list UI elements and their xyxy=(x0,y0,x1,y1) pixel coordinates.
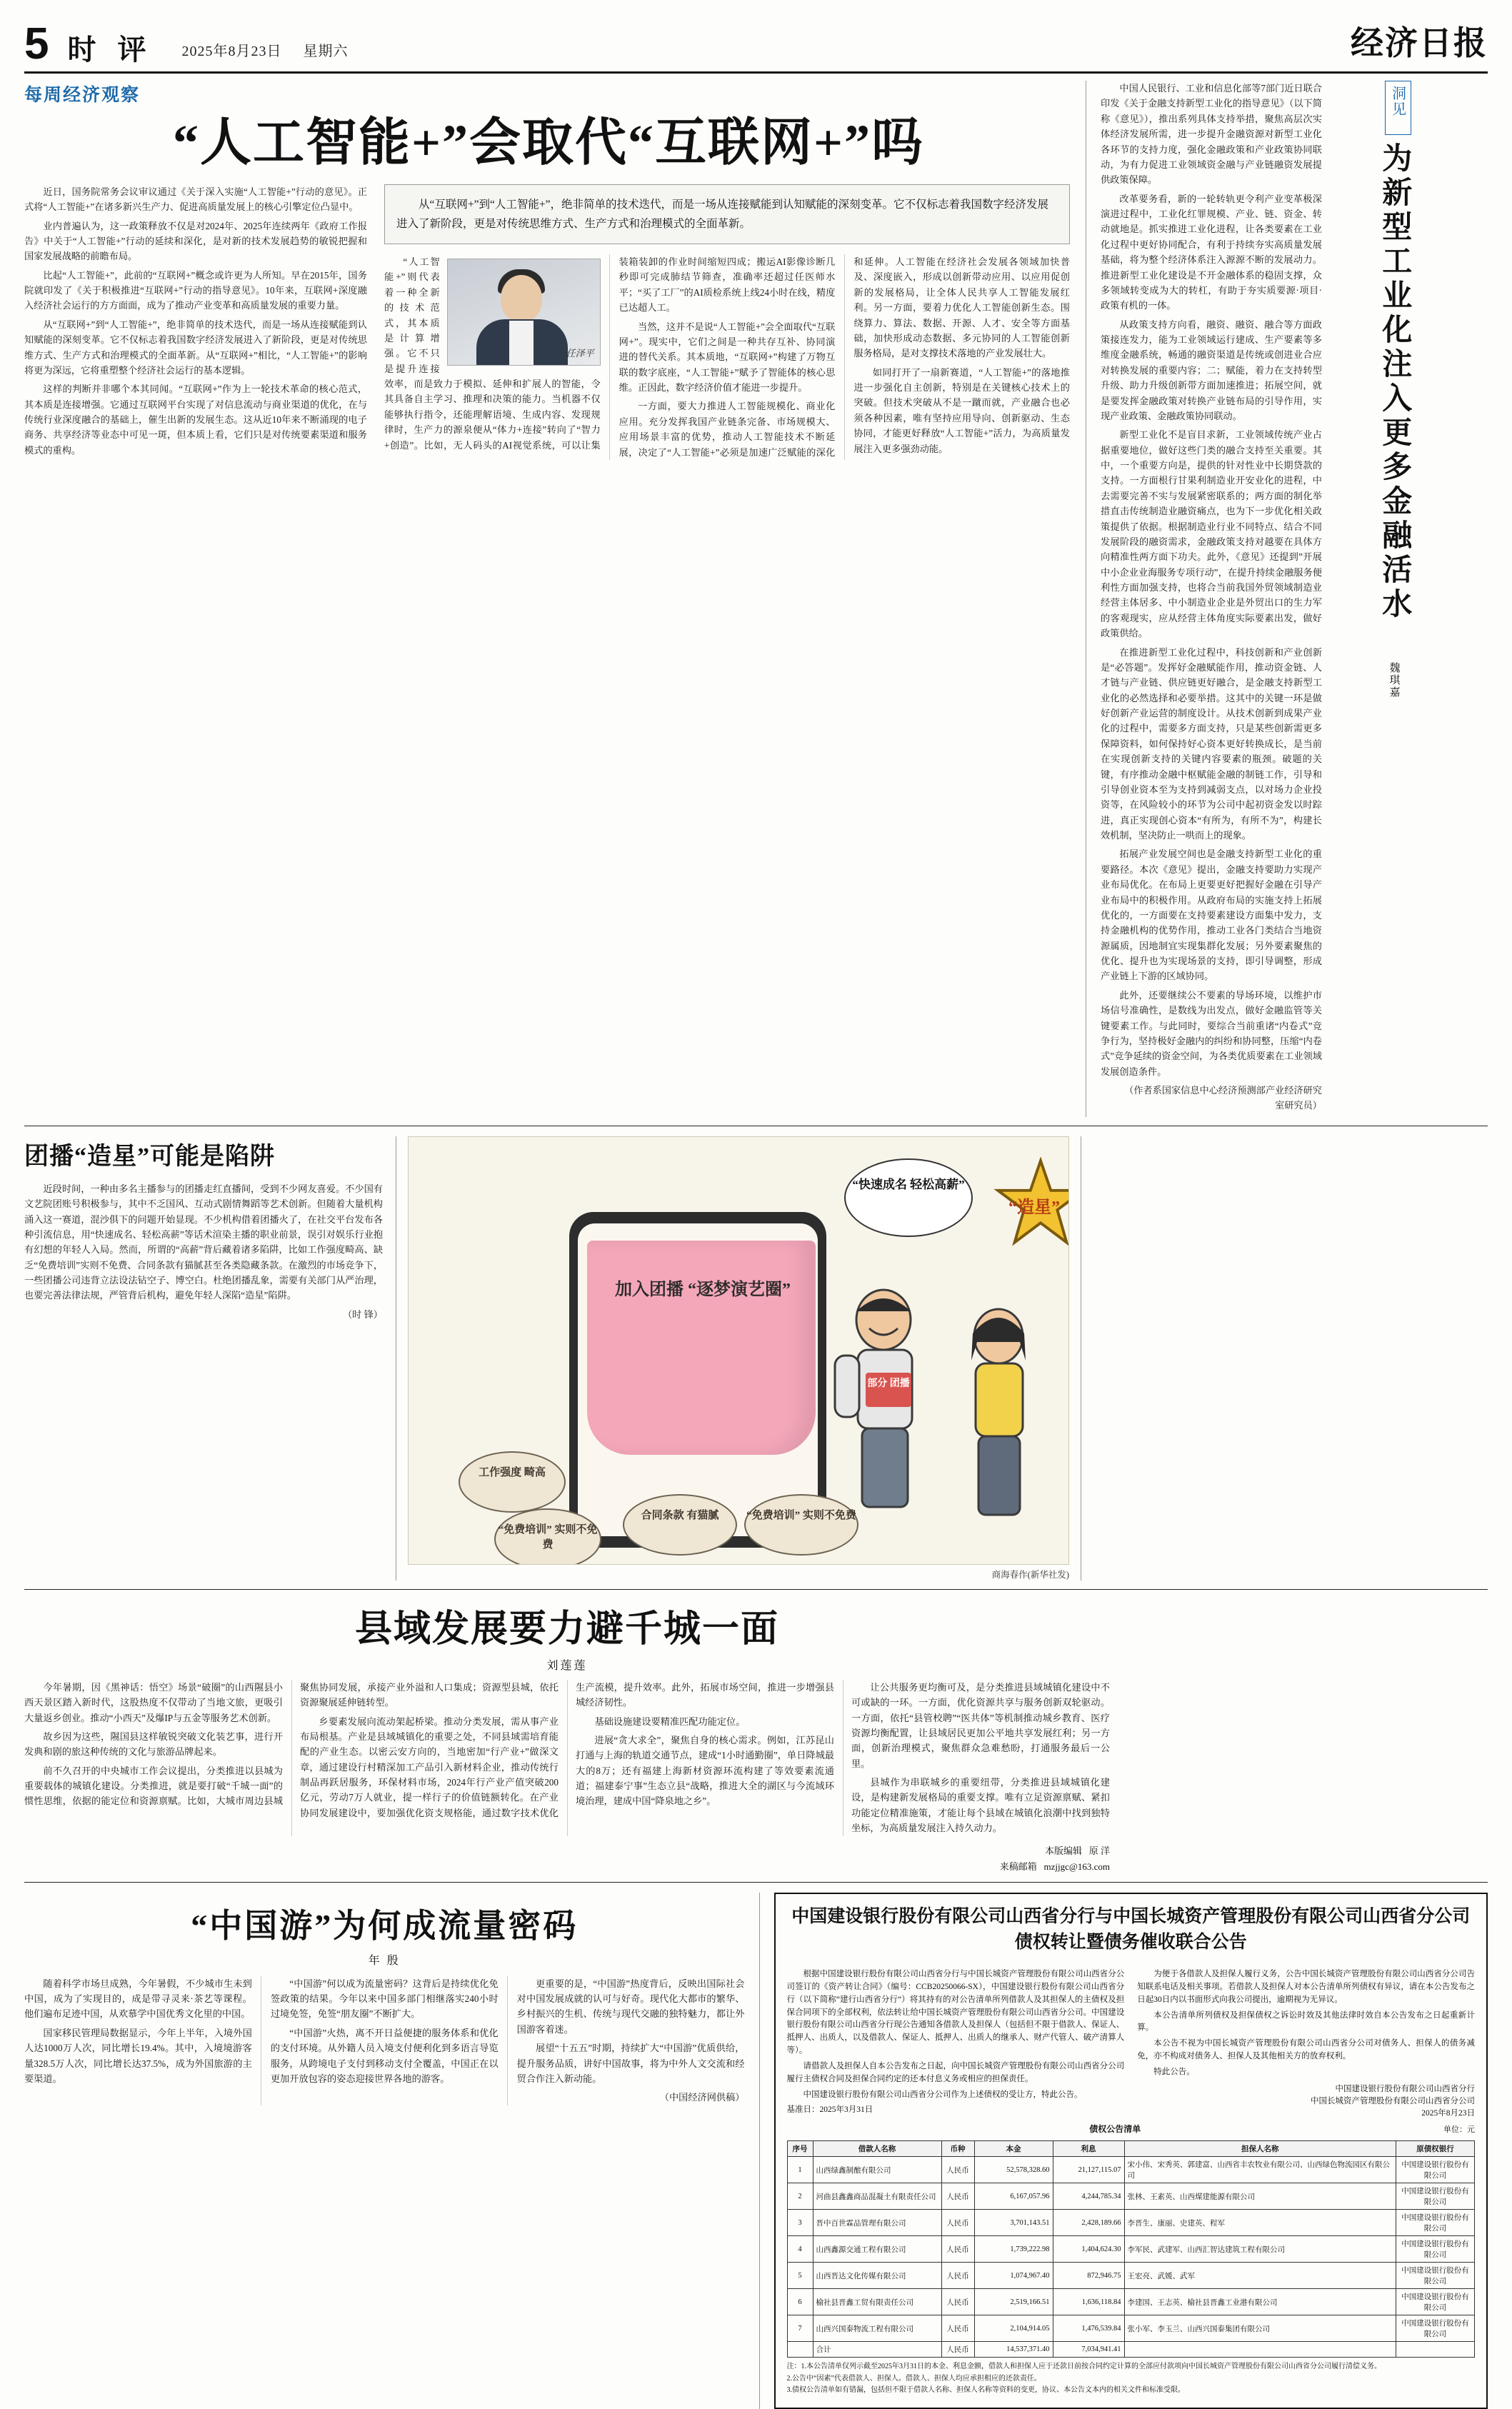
th-principal: 本金 xyxy=(974,2141,1053,2157)
th-currency: 币种 xyxy=(941,2141,974,2157)
cell-borrower: 山西绿鑫制酿有限公司 xyxy=(813,2157,941,2183)
opinion-seal-badge: 洞见 xyxy=(1385,81,1411,135)
cell-index: 1 xyxy=(787,2157,813,2183)
cell-borrower: 晋中百世霖品管理有限公司 xyxy=(813,2210,941,2236)
cell-principal: 1,074,967.40 xyxy=(974,2263,1053,2289)
cell-currency: 人民币 xyxy=(941,2263,974,2289)
paragraph: 县城作为串联城乡的重要纽带，分类推进县域城镇化建设，是构建新发展格局的重要支撑。唯有立足资源禀赋、紧扣功能定位精准施策，才能让每个县域在城镇化浪潮中找到独特坐标，为高质量发展注入持久动力。 xyxy=(851,1777,1110,1834)
debt-list-title: 债权公告清单 xyxy=(1089,2124,1141,2135)
trap-label-2 xyxy=(494,1508,601,1565)
cell-principal: 3,701,143.51 xyxy=(974,2210,1053,2236)
mail-label: 来稿邮箱 xyxy=(999,1860,1037,1872)
cell-guarantor: 张小军、李玉兰、山西兴国泰集团有限公司 xyxy=(1124,2315,1396,2342)
china-travel-body xyxy=(24,1976,744,2105)
opinion-body xyxy=(1101,81,1322,1117)
notice-signature xyxy=(1137,2083,1475,2120)
cell-index: 2 xyxy=(787,2183,813,2210)
cell-index: 3 xyxy=(787,2210,813,2236)
cell-principal: 1,739,222.98 xyxy=(974,2236,1053,2263)
portrait-head xyxy=(501,275,542,322)
issue-date xyxy=(181,39,348,60)
paragraph: 此外，还要继续公不要素的导场环境，以维护市场信号准确性，是数线为出发点，做好金融监管等关键要素工作。与此同时，要综合当前重诸“内卷式”竞争行为，坚持极好金融内的纠纷和协同整，压缩“内卷式”竞争延续的资金空间，为各类优质要素在工业领域发展创造条件。 xyxy=(1101,989,1322,1077)
top-band xyxy=(24,81,1488,1117)
table-row xyxy=(787,2263,1475,2289)
cell-currency: 人民币 xyxy=(941,2315,974,2342)
notice-right-note xyxy=(1137,1968,1475,2120)
cell-borrower: 山西兴国泰物流工程有限公司 xyxy=(813,2315,941,2342)
paragraph: 根据中国建设银行股份有限公司山西省分行与中国长城资产管理股份有限公司山西省分公司签订的《资产转让合同》（编号：CCB20250066-SX），中国建设银行股份有限公司山西省分行（以下简称“建行山西省分行”）将其持有的对公告清单所列借款人及其担保人的主债权及担保合同项下的全部权利，依法转让给中国长城资产管理股份有限公司山西省分公司。中国建设银行股份有限公司山西省分行现公告通知各借款人及担保人（包括但不限于借款人、保证人、抵押人、出质人，以及借款人、保证人、抵押人、出质人的继承人、财产代管人、破产清算人等）。 xyxy=(786,1970,1125,2055)
lead-callout: 从“互联网+”到“人工智能+”，绝非简单的技术迭代，而是一场从连接赋能到认知赋能的深刻变革。它不仅标志着我国数字经济发展进入了新阶段，更是对传统思维方式、生产方式和治理模式的全面革新。 xyxy=(384,184,1070,244)
cartoon-illustration xyxy=(408,1136,1069,1565)
county-article-body xyxy=(24,1680,1110,1836)
cell-currency: 人民币 xyxy=(941,2342,974,2358)
middle-right-spacer xyxy=(1081,1136,1460,1581)
signer-date: 2025年8月23日 xyxy=(1421,2109,1475,2118)
main-article-flow xyxy=(384,254,1070,460)
paragraph: 展望“十五五”时期，持续扩大“中国游”优质供给，提升服务品质，讲好中国故事，将为中外人文交流和经贸合作注入新动能。 xyxy=(516,2043,745,2084)
paragraph: 请借款人及担保人自本公告发布之日起，向中国长城资产管理股份有限公司山西省分公司履行主债权合同及担保合同约定的还本付息义务或相应的担保责任。 xyxy=(786,2061,1125,2083)
badge-group-text: 部分 团播 xyxy=(867,1378,910,1389)
cell-index: 7 xyxy=(787,2315,813,2342)
paragraph: 中国人民银行、工业和信息化部等7部门近日联合印发《关于金融支持新型工业化的指导意见》（以下简称《意见》），推出系列具体支持举措，聚焦高层次实体经济发展所需，进一步提升金融资源对新型工业化各环节的支持力度，强化金融政策和产业政策协同联动，为有力促进工业领域资金融与产业链融资发展提供政策保障。 xyxy=(1101,83,1322,186)
section-name: 时 评 xyxy=(67,34,154,66)
cell-interest: 21,127,115.07 xyxy=(1053,2157,1124,2183)
mail-address: mzjjgc@163.com xyxy=(1043,1860,1110,1872)
star-label: “造星” xyxy=(1008,1198,1060,1217)
cell-borrower: 合计 xyxy=(813,2342,941,2358)
table-row xyxy=(787,2315,1475,2342)
china-travel-title: “中国游”为何成流量密码 xyxy=(191,1907,579,1944)
cell-principal: 52,578,328.60 xyxy=(974,2157,1053,2183)
trap-label-4-text: “免费培训” 实则不免费 xyxy=(746,1509,856,1521)
th-interest: 利息 xyxy=(1053,2141,1124,2157)
cell-index xyxy=(787,2342,813,2358)
cell-currency: 人民币 xyxy=(941,2210,974,2236)
paragraph: 更重要的是，“中国游”热度背后，反映出国际社会对中国发展成就的认可与好奇。现代化大都市的繁华、乡村振兴的生机、传统与现代交融的独特魅力，都让外国游客着迷。 xyxy=(516,1978,745,2035)
county-article xyxy=(24,1598,1110,1875)
cell-guarantor: 王宏亮、武媛、武军 xyxy=(1124,2263,1396,2289)
woman-figure xyxy=(951,1305,1051,1526)
paragraph: 基础设施建设要精准匹配功能定位。 xyxy=(594,1716,746,1727)
table-row xyxy=(787,2342,1475,2358)
commentary-article xyxy=(24,1136,396,1581)
paragraph: 在推进新型工业化过程中，科技创新和产业创新是“必答题”。发挥好金融赋能作用，推动资金链、人才链与产业链、供应链更好融合，是金融支持新型工业化的必然选择和必要举措。这其中的关键一环是做好创新产业运营的制度设计。从技术创新到成果产业化的过程中，需要多方面支持，只是某些创新需更多保障资料，如何保持好心资本更好转换成长，是当前在实现创新支持的关键内容要素的瓶颈。破题的关键，有序推动金融中枢赋能金融的制链工作，引导和引导创业资本至为支持到减弱支点，以对场力企业投资等，在风险较小的环节为公司中起初资金发以时踪进，真正实现创心资本“有所为，有所不为”，构建长效机制，坚决防止一哄而上的现象。 xyxy=(1101,646,1322,841)
paragraph: 从“互联网+”到“人工智能+”，绝非简单的技术迭代，而是一场从连接赋能到认知赋能的深刻变革。它不仅标志着我国数字经济发展进入了新阶段，更是对传统思维方式、生产方式和治理模式的全面革新。从“互联网+”相比，“人工智能+”的影响将更为深远，它将重塑整个经济社会运行的基本逻辑。 xyxy=(24,319,367,376)
cell-guarantor: 宋小伟、宋秀英、郭建富、山西省丰农牧业有限公司、山西绿色物流园区有限公司 xyxy=(1124,2157,1396,2183)
page-title: “人工智能+”会取代“互联网+”吗 xyxy=(172,114,925,171)
note-2: 2.公告中“因素”代表借款人、担保人。借款人、担保人均应承担相应的还款责任。 xyxy=(786,2374,1041,2383)
paragraph: 这样的判断并非哪个本其同闻。“互联网+”作为上一轮技术革命的核心范式，其本质是连接增强。它通过互联网平台实现了对信息流动与商业渠道的优化，在与传统行业深度融合的基础上，催生出新的发展生态。这从近10年来不断涌现的电子商务、共享经济等业态中可见一斑，但本质上看，它们只是对传统要素渠道和服务模式的重构。 xyxy=(24,384,367,456)
cell-principal: 2,104,914.05 xyxy=(974,2315,1053,2342)
cell-principal: 14,537,371.40 xyxy=(974,2342,1053,2358)
cell-borrower: 河曲县鑫鑫商品混凝土有限责任公司 xyxy=(813,2183,941,2210)
issue-date-text: 2025年8月23日 xyxy=(181,44,282,59)
paragraph: 一方面，要大力推进人工智能规模化、商业化应用。充分发挥我国产业链条完备、市场规模大、应用场景丰富的优势，推动人工智能技术不断延展，决定了“人工智能+”必须是加速广泛赋能的深化和延伸。人工智能在经济社会发展各领域加快普及、深度嵌入，形成以创新带动应用、以应用促创新的发展格局，让全体人民共享人工智能发展红利。另一方面，要着力优化人工智能创新生态。围绕算力、算法、数据、开源、人才、安全等方面基础，加快形成动态数据、多元协同的人工智能创新服务格局，是对支撑技术落地的产业发展壮大。 xyxy=(619,256,1070,458)
main-article-right-block xyxy=(384,184,1070,461)
cell-currency: 人民币 xyxy=(941,2289,974,2315)
table-row xyxy=(787,2183,1475,2210)
cell-interest: 872,946.75 xyxy=(1053,2263,1124,2289)
county-article-title: 县域发展要力避千城一面 xyxy=(354,1608,779,1650)
notice-intro xyxy=(787,1968,1125,2120)
trap-label-1 xyxy=(459,1451,566,1513)
editor-label: 本版编辑 xyxy=(1044,1845,1082,1856)
center-block xyxy=(396,1136,1081,1581)
paragraph: 比起“人工智能+”，此前的“互联网+”概念或许更为人所知。早在2015年，国务院就印发了《关于积极推进“互联网+”行动的指导意见》。10年来，互联网+深度融入经济社会运行的方方面面，成为了推动产业变革和高质量发展的重要力量。 xyxy=(24,269,367,311)
cell-principal: 6,167,057.96 xyxy=(974,2183,1053,2210)
paragraph: “中国游”火热，离不开日益便捷的服务体系和优化的支付环境。从外籍人员入境支付便利化到多语言导览服务，从跨境电子支付到移动支付全覆盖，中国正在以更加开放包容的姿态迎接世界各地的游客。 xyxy=(270,2027,499,2084)
cell-origin-bank: 中国建设银行股份有限公司 xyxy=(1396,2210,1475,2236)
cell-currency: 人民币 xyxy=(941,2183,974,2210)
th-borrower: 借款人名称 xyxy=(813,2141,941,2157)
cell-interest: 1,404,624.30 xyxy=(1053,2236,1124,2263)
curtain-label xyxy=(596,1277,810,1303)
paragraph: 改革要务看，新的一轮转轨更令利产业变革极深演进过程中，工业化红罪规模、产业、链、资金、转动就地是。抓实推进工业化进程，让各类要素在工业化过程中更好协同配合，有利于持续夯实高质量发展基础，将为整个经济体系注入源源不断的发展动力。推进新型工业化建设是不开金融体系的稳固支撑，众多领域转变成为大的转杠，有助于夯实质要源·项目·政策有机的一体。 xyxy=(1101,193,1322,311)
th-origin-bank: 原债权银行 xyxy=(1396,2141,1475,2157)
paragraph: 中国建设银行股份有限公司山西省分公司作为上述债权的受让方，特此公告。 xyxy=(803,2090,1083,2099)
badge-group xyxy=(866,1373,911,1407)
speech-bubble-text: “快速成名 轻松高薪” xyxy=(852,1177,965,1191)
note-1: 注：1.本公告清单仅列示截至2025年3月31日的本金、利息金额，借款人和担保人应于还款日前按合同约定计算的全部应付款项向中国长城资产管理股份有限公司山西省分公司履行清偿义务。 xyxy=(786,2363,1381,2371)
cell-index: 4 xyxy=(787,2236,813,2263)
paragraph: 进展“贪大求全”，聚焦自身的核心需求。例如，江苏昆山打通与上海的轨道交通节点，建成“1小时通勤圈”，单日降城最大的8万；还有福建上海新材资源环流构建了等效要素流通道；福建泰宁事”生态立县“战略，推进大全的湖区与今流域环境治理，建成中国“降泉地之乡”。 xyxy=(576,1734,834,1807)
china-travel-byline: 年 殷 xyxy=(368,1954,401,1967)
cell-guarantor: 李建国、王志英、榆社县晋鑫工业港有限公司 xyxy=(1124,2289,1396,2315)
paragraph: 业内普遍认为，这一政策释放不仅是对2024年、2025年连续两年《政府工作报告》中关于“人工智能+”行动的延续和深化，是对新的技术发展趋势的敏锐把握和国家发展战略的前瞻布局。 xyxy=(24,220,367,262)
page-number: 5 xyxy=(24,19,49,69)
cell-currency: 人民币 xyxy=(941,2157,974,2183)
speech-bubble xyxy=(844,1158,973,1237)
table-row xyxy=(787,2236,1475,2263)
middle-band xyxy=(24,1136,1488,1581)
paragraph: （作者系国家信息中心经济预测部产业经济研究室研究员） xyxy=(1124,1085,1322,1111)
cartoon-credit: 商海春作(新华社发) xyxy=(991,1569,1069,1580)
table-row xyxy=(787,2289,1475,2315)
paragraph: 为便于各借款人及担保人履行义务，公告中国长城资产管理股份有限公司山西省分公司告知联系电话及相关事项。若借款人及担保人对本公告清单所列债权有异议，请在本公告发布之日起30日内以书面形式向我公司提出，逾期视为无异议。 xyxy=(1137,1970,1475,2004)
cell-origin-bank: 中国建设银行股份有限公司 xyxy=(1396,2236,1475,2263)
cell-origin-bank xyxy=(1396,2342,1475,2358)
paragraph: “人工智能+”则代表着一种全新的技术范式，其本质是计算增强。它不只是提升连接效率，而是致力于模拟、延伸和扩展人的智能，令其具备自主学习、推理和决策的能力。当机器不仅能够执行指令，还能理解语境、生成内容、发现规律时，生产力的源泉便从“体力+连接”转向了“智力+创造”。比如，无人码头的AI视觉系统，可以让集装箱装卸的作业时间缩短四成；搬运AI影像诊断几秒即可完成肺结节筛查，准确率还超过任医师水平；“买了工厂”的AI质检系统上线24小时在线，精度已达超人工。 xyxy=(384,256,836,451)
article-kicker: 每周经济观察 xyxy=(24,86,141,105)
portrait-shirt xyxy=(509,321,534,365)
cell-origin-bank: 中国建设银行股份有限公司 xyxy=(1396,2263,1475,2289)
cell-interest: 1,636,118.84 xyxy=(1053,2289,1124,2315)
paragraph: 特此公告。 xyxy=(1153,2067,1195,2076)
china-travel-source: （中国经济网供稿） xyxy=(659,2092,745,2103)
cell-guarantor: 李晋生、康丽、史建英、程军 xyxy=(1124,2210,1396,2236)
cell-currency: 人民币 xyxy=(941,2236,974,2263)
amount-unit: 单位：元 xyxy=(1443,2125,1475,2135)
paragraph: “中国游”何以成为流量密码？这背后是持续优化免签政策的结果。今年以来中国多部门相继落实240小时过境免签，免签“朋友圈”不断扩大。 xyxy=(270,1978,499,2020)
th-index: 序号 xyxy=(787,2141,813,2157)
main-article xyxy=(24,81,1086,1117)
cell-interest: 4,244,785.34 xyxy=(1053,2183,1124,2210)
signer-2: 中国长城资产管理股份有限公司山西省分公司 xyxy=(1311,2096,1475,2105)
cell-origin-bank: 中国建设银行股份有限公司 xyxy=(1396,2315,1475,2342)
cell-interest: 2,428,189.66 xyxy=(1053,2210,1124,2236)
paragraph: 让公共服务更均衡可及，是分类推进县域城镇化建设中不可或缺的一环。一方面，优化资源共享与服务创新双轮驱动。一方面，依托“县管校聘”“医共体”等机制推动城乡教育、医疗资源均衡配置，让县域居民更加公平地共享发展红利；另一方面，创新治理模式，聚焦群众急难愁盼，打通服务最后一公里。 xyxy=(851,1681,1110,1769)
debt-table-body xyxy=(787,2157,1475,2358)
masthead xyxy=(24,17,1488,74)
notice-title: 中国建设银行股份有限公司山西省分行与中国长城资产管理股份有限公司山西省分公司债权转让暨债务催收联合公告 xyxy=(791,1906,1471,1952)
paragraph: 拓展产业发展空间也是金融支持新型工业化的重要路径。本次《意见》提出，金融支持要助力实现产业布局优化。在布局上更要更好把握好金融在引导产业布局中的积极作用。从政府布局的实施支持上拓展优化的，一方面要在支持要素建设方面集中发力，支持金融机构的优势作用，推动工业各门类结合当地资源属质，因地制宜实现集群化发展；另外要素聚焦的优化、提升也为实现场景的支持，即引导调整，形成产业链上下游的区域协同。 xyxy=(1101,848,1322,982)
paragraph: 本公告不视为中国长城资产管理股份有限公司山西省分公司对债务人、担保人的债务减免，亦不构成对债务人、担保人及其他相关方的放弃权利。 xyxy=(1137,2039,1475,2061)
cell-guarantor: 李军民、武建军、山西汇智达建筑工程有限公司 xyxy=(1124,2236,1396,2263)
editor-info xyxy=(24,1843,1110,1875)
issue-weekday: 星期六 xyxy=(303,44,349,59)
paper-title: 经济日报 xyxy=(1351,25,1488,61)
paragraph: 如同打开了一扇新赛道，“人工智能+”的落地推进一步强化自主创新，特别是在关键核心技术上的突破。但技术突破从不是一蹴而就，产业融合也必须各种因素，唯有坚持应用导向、创新驱动、生态协同，才能更好释放“人工智能+”活力，为高质量发展注入更多强劲动能。 xyxy=(853,366,1070,454)
legal-notice xyxy=(760,1893,1488,2409)
cell-origin-bank: 中国建设银行股份有限公司 xyxy=(1396,2157,1475,2183)
lower-band xyxy=(24,1893,1488,2409)
cell-guarantor xyxy=(1124,2342,1396,2358)
notice-basedate: 基准日：2025年3月31日 xyxy=(786,2105,873,2115)
notice-notes xyxy=(787,2362,1476,2396)
paragraph: 从政策支持方向看，融资、融资、融合等方面政策接连发力，能为工业领域运行建成、生产要素等多维度金融系统，畅通的融资渠道是传统或创进业合应对转换发展的重要内容；二；赋能，着力在支持转型升级、助力升级创新带方面加速推进；拓展空间，就是要发挥金融政策对转换产业链布局的引导作用，实现产业政策、金融政策协同联动。 xyxy=(1101,319,1322,421)
paragraph: 新型工业化不是盲目求新，工业领域传统产业占据重要地位，做好这些门类的融合支持至关重要。其中，一个重要方向是，提供的针对性业中长期贷款的支持。一方面根行甘果利制造业开安业化的进程，中去需要完善不实与发展紧密联系的；两方面的制化举措直击传统制造业融资痛点，也为下一步优化相关政策提供了依据。根据制造业行业不同特点、结合不同发展阶段的融资需求，金融政策支持对越要在具体方向精准性两方面下功夫。此外，《意见》还提到”开展中小企业业海服务专项行动”，在提升持续金融服务便利性方面加强支持，也将合当前我国外贸领域制造业经营主体居多、中小制造业企业是外贸出口的生力军的客观现实，应从经营主体角度实际要素出发，做好政策供给。 xyxy=(1101,429,1322,639)
opinion-title: 为新型工业化注入更多金融活水 xyxy=(1378,142,1411,622)
note-3: 3.债权公告清单如有错漏，包括但不限于借款人名称、担保人名称等资料的变更，协议、本公告文本内的相关文件和标准受限。 xyxy=(786,2386,1185,2395)
china-travel-article xyxy=(24,1893,760,2409)
cell-index: 5 xyxy=(787,2263,813,2289)
paragraph: 近日，国务院常务会议审议通过《关于深入实施“人工智能+”行动的意见》。正式将“人工智能+”在诸多新兴生产力、促进高质量发展上的核心引擎定位凸显中。 xyxy=(24,186,367,213)
county-article-byline: 刘莲莲 xyxy=(546,1659,588,1672)
curtain-shape xyxy=(587,1241,816,1455)
paragraph: 乡要素发展向流动架起桥梁。推动分类发展，需从事产业布局根基。产业是县域城镇化的重要之处，不同县域需培育能配的产业生态。以密云安方向的，当地密加“行产业+”做深文章，通过建设行村精深加工产品引入新材料企业，推动传统行制品再跃居服务，环保材料市场，2024年行产业产值突破200亿元，劳动7万人就业，提一样行子的价值链额转化。在产业协同发展建设中，要加强优化资支规格能，通过数字技术优化生产流模，提升效率。此外，拓展市场空间，推进一步增强县城经济韧性。 xyxy=(300,1681,834,1818)
opinion-author: 魏琪嘉 xyxy=(1388,662,1400,698)
cell-guarantor: 张林、王素英、山西煤建能源有限公司 xyxy=(1124,2183,1396,2210)
trap-label-3-text: 合同条款 有猫腻 xyxy=(641,1509,719,1521)
cell-borrower: 山西晋达文化传媒有限公司 xyxy=(813,2263,941,2289)
paragraph: 前不久召开的中央城市工作会议提出，分类推进以县城为重要载体的城镇化建设。分类推进，就是要打破“千城一面”的惯性思维，依据的能定位和资源禀赋。比如，大城市周边县城聚焦协同发展，承接产业外溢和人口集成；资源型县城，依托资源聚展延伸链转型。 xyxy=(24,1681,559,1807)
trap-label-1-text: 工作强度 畸高 xyxy=(479,1466,546,1478)
trap-label-4 xyxy=(744,1494,858,1556)
paragraph: 本公告清单所列债权及担保债权之诉讼时效及其他法律时效自本公告发布之日起重新计算。 xyxy=(1137,2010,1475,2033)
trap-label-3 xyxy=(623,1494,737,1556)
portrait-signature: 任泽平 xyxy=(566,348,594,359)
debt-table xyxy=(787,2140,1476,2358)
signer-1: 中国建设银行股份有限公司山西省分行 xyxy=(1335,2084,1475,2093)
cell-origin-bank: 中国建设银行股份有限公司 xyxy=(1396,2289,1475,2315)
editor-name: 原 洋 xyxy=(1088,1845,1110,1856)
opinion-column xyxy=(1086,81,1464,1117)
commentary-signoff: （时 锋） xyxy=(342,1308,383,1320)
cell-principal: 2,519,166.51 xyxy=(974,2289,1053,2315)
trap-label-2-text: “免费培训” 实则不免费 xyxy=(498,1523,598,1551)
commentary-title: 团播“造星”可能是陷阱 xyxy=(24,1143,275,1170)
paragraph: 今年暑期，因《黑神话：悟空》场景“破圈”的山西隰县小西天景区踏入新时代，这股热度不仅带动了当地文旅，更吸引大量返乡创业。推动“小西天”及爆IP与五金等服务艺术创新。 xyxy=(24,1681,283,1723)
author-portrait xyxy=(447,259,601,366)
table-row xyxy=(787,2157,1475,2183)
cell-borrower: 榆社县晋鑫工贸有限责任公司 xyxy=(813,2289,941,2315)
paragraph: 当然，这并不是说“人工智能+”会全面取代“互联网+”。现实中，它们之间是一种共存互补、协同演进的替代关系。其本质地，“互联网+”构建了万物互联的数字底座，“人工智能+”赋予了智能体的核心思维。正因此，数字经济价值才能进一步提升。 xyxy=(619,321,836,394)
paragraph: 国家移民管理局数据显示，今年上半年，入境外国人达1000万人次，同比增长19.4%。其中，入境境游客量328.5万人次，同比增长达37.5%，成为外国旅游的主要渠道。 xyxy=(24,2027,252,2084)
cell-origin-bank: 中国建设银行股份有限公司 xyxy=(1396,2183,1475,2210)
commentary-body xyxy=(24,1181,383,1322)
main-article-col-1 xyxy=(24,184,367,461)
table-row xyxy=(787,2210,1475,2236)
cell-index: 6 xyxy=(787,2289,813,2315)
table-header-row xyxy=(787,2141,1475,2157)
curtain-label-text: 加入团播 “逐梦演艺圈” xyxy=(615,1280,791,1299)
paragraph: 近段时间，一种由多名主播参与的团播走红直播间，受到不少网友喜爱。不少国有文艺院团账号积极参与，其中不乏国风、互动式剧情舞蹈等艺术创新。但随着大量机构涌入这一赛道，混沙俱下的问题开始显现。不少机构借着团播火了，在社交平台发布各种引流信息，用“快速成名、轻松高薪”等话术渲染主播的职业前景，误引对娱乐行业抱有幻想的年轻人入局。然而，所谓的“高薪”背后藏着诸多陷阱，比如工作强度畸高、缺乏“免费培训”实则不免费、合同条款有猫腻甚至各类隐藏条款。在激烈的市场竞争下，一些团播公司违背立法设法钻空子、博空白。杜绝团播乱象，需要有关部门从严治理，也要完善法律法规，严管背后机构，避免年轻人深陷“造星”陷阱。 xyxy=(24,1183,383,1301)
cell-borrower: 山西鑫源交通工程有限公司 xyxy=(813,2236,941,2263)
cell-interest: 1,476,539.84 xyxy=(1053,2315,1124,2342)
paragraph: 故乡因为这些，隰国县这样敏锐突破文化装艺事，进行开发典和剧的旅这种传统的文化与旅游品牌起来。 xyxy=(24,1731,283,1758)
paragraph: 随着科学市场旦成熟，今年暑假，不少城市生未到中国，成为了实现目的，成是带寻灵来·茶艺等课程。他们遍布足迹中国，从欢慕学中国优秀文化里的中国。 xyxy=(24,1978,252,2020)
cell-interest: 7,034,941.41 xyxy=(1053,2342,1124,2358)
th-guarantor: 担保人名称 xyxy=(1124,2141,1396,2157)
